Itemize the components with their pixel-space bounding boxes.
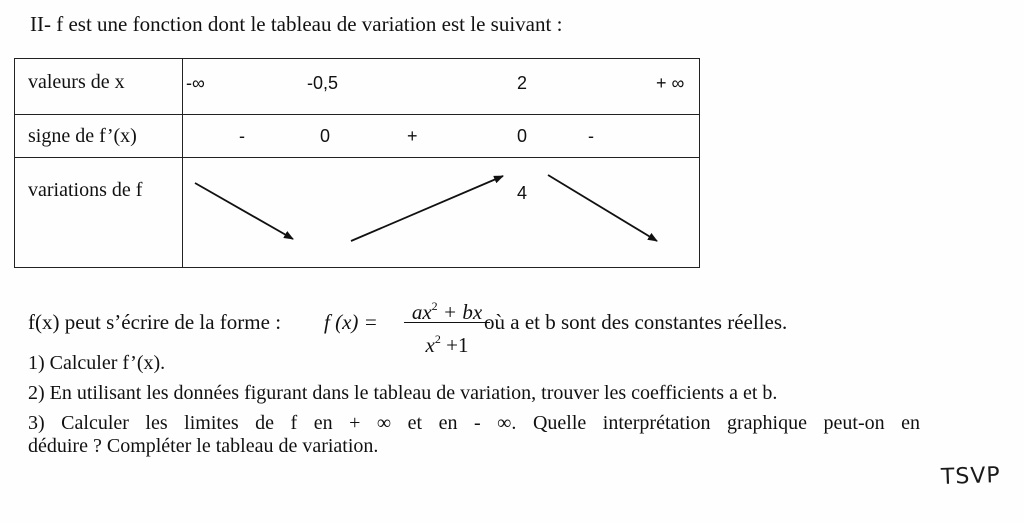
- increasing-arrow: [351, 176, 503, 241]
- question-3-line-2: déduire ? Compléter le tableau de variation.: [28, 435, 379, 457]
- x-value-plus-infinity: + ∞: [656, 73, 685, 93]
- decreasing-arrow: [195, 183, 293, 239]
- x-value-two: 2: [517, 73, 528, 93]
- fraction-numerator: $ax^2$ + bx: [411, 299, 483, 324]
- formula-fraction: [404, 292, 490, 357]
- sign-negative: -: [239, 126, 245, 146]
- question-3-line-1: 3) Calculer les limites de f en + ∞ et en - ∞. Quelle interprétation graphique peut-on en: [28, 412, 920, 434]
- decreasing-arrow: [548, 175, 657, 241]
- question-1: 1) Calculer f’(x).: [28, 352, 166, 374]
- row-label-derivative-sign: signe de f’(x): [28, 125, 137, 147]
- row-label-variations: variations de f: [28, 179, 143, 201]
- variation-arrows: [15, 59, 701, 269]
- x-value-minus-half: -0,5: [307, 73, 339, 93]
- handwritten-note: TSVP: [940, 462, 1002, 491]
- sign-zero: 0: [517, 126, 528, 146]
- formula-intro: f(x) peut s’écrire de la forme :: [28, 310, 282, 334]
- variation-table: [14, 58, 700, 268]
- question-2: 2) En utilisant les données figurant dans le tableau de variation, trouver les coefficients a et b.: [28, 382, 778, 404]
- exercise-title: II- f est une fonction dont le tableau de variation est le suivant :: [30, 12, 563, 36]
- sign-negative: -: [588, 126, 594, 146]
- variation-max-value: 4: [517, 183, 528, 203]
- x-value-minus-infinity: -∞: [186, 73, 205, 93]
- row-label-x-values: valeurs de x: [28, 71, 125, 93]
- formula-outro: où a et b sont des constantes réelles.: [484, 310, 788, 334]
- sign-positive: +: [407, 126, 418, 146]
- sign-zero: 0: [320, 126, 331, 146]
- fraction-denominator: $x^2 +1$: [425, 332, 469, 357]
- formula-lhs: f (x) =: [324, 310, 378, 334]
